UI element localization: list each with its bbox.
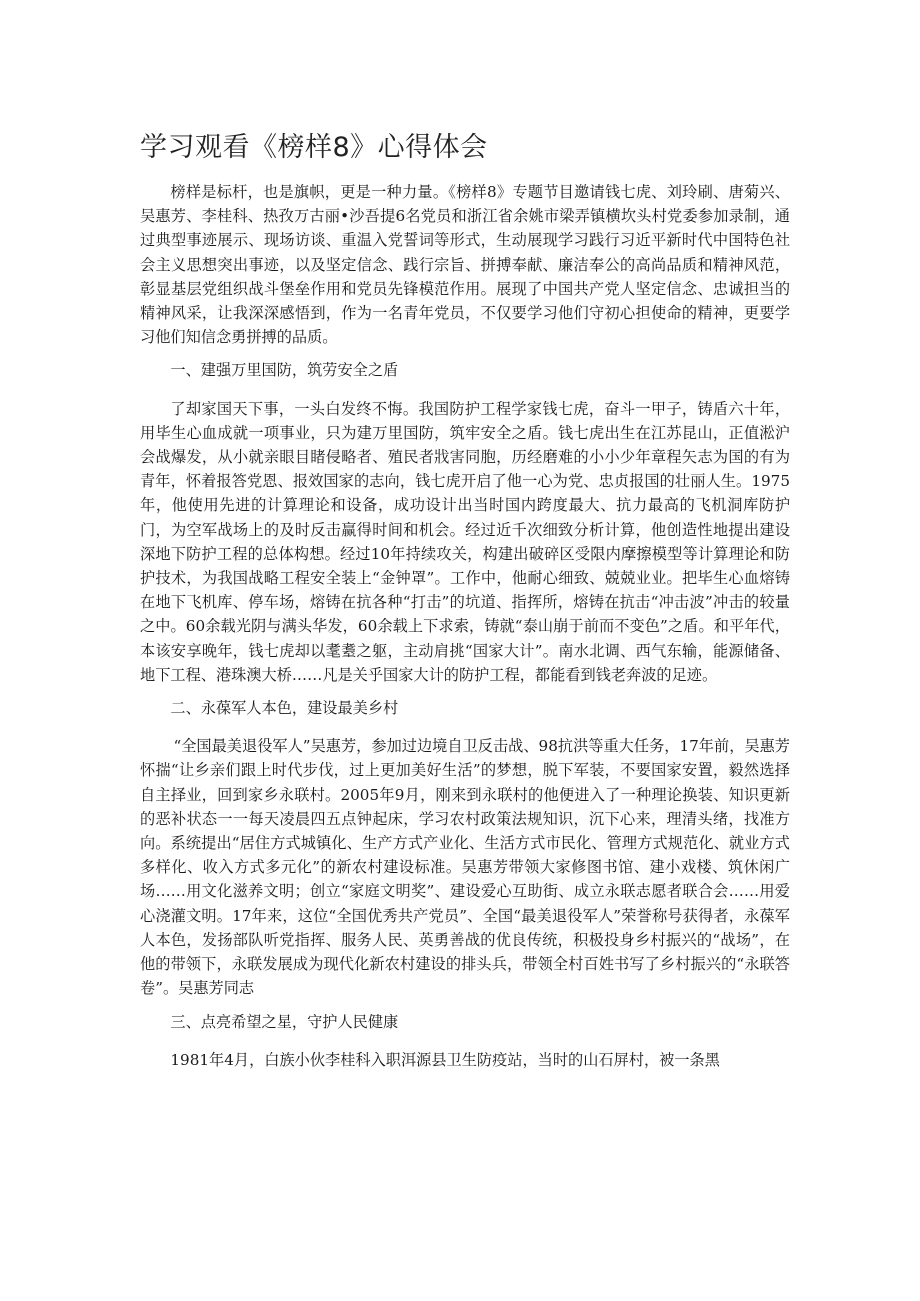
intro-paragraph: 榜样是标杆，也是旗帜，更是一种力量。《榜样8》专题节目邀请钱七虎、刘玲刷、唐菊兴、吴惠芳、李桂科、热孜万古丽•沙吾提6名党员和浙江省余姚市梁弄镇横坎头村党委参加录制，通过典型事迹展示、现场访谈、重温入党誓词等形式，生动展现学习践行习近平新时代中国特色社会主义思想突出事迹，以及坚定信念、践行宗旨、拼搏奉献、廉洁奉公的高尚品质和精神风范，彰显基层党组织战斗堡垒作用和党员先锋模范作用。展现了中国共产党人坚定信念、忠诚担当的精神风采，让我深深感悟到，作为一名青年党员，不仅要学习他们守初心担使命的精神，更要学习他们知信念勇拼搏的品质。 [140,183,790,347]
section-3-heading: 三、点亮希望之星，守护人民健康 [170,1012,399,1031]
section-1-heading: 一、建强万里国防，筑劳安全之盾 [170,361,399,380]
section-1-paragraph: 了却家国天下事，一头白发终不悔。我国防护工程学家钱七虎，奋斗一甲子，铸盾六十年，用毕生心血成就一项事业，只为建万里国防，筑牢安全之盾。钱七虎出生在江苏昆山，正值淞沪会战爆发，从小就亲眼目睹侵略者、殖民者戕害同胞，历经磨难的小小少年章程矢志为国的有为青年，怀着报答党恩、报效国家的志向，钱七虎开启了他一心为党、忠贞报国的壮丽人生。1975年，他使用先进的计算理论和设备，成功设计出当时国内跨度最大、抗力最高的飞机洞库防护门，为空军战场上的及时反击赢得时间和机会。经过近千次细致分析计算，他创造性地提出建设深地下防护工程的总体构想。经过10年持续攻关，构建出破碎区受限内摩擦模型等计算理论和防护技术，为我国战略工程安全装上“金钟罩”。工作中，他耐心细致、兢兢业业。把毕生心血熔铸在地下飞机库、停车场，熔铸在抗各种“打击”的坑道、指挥所，熔铸在抗击“冲击波”冲击的较量之中。60余载光阴与满头华发，60余载上下求索，铸就“泰山崩于前而不变色”之盾。和平年代，本该安享晚年，钱七虎却以耄耋之躯，主动肩挑“国家大计”。南水北调、西气东输，能源储备、地下工程、港珠澳大桥……凡是关乎国家大计的防护工程，都能看到钱老奔波的足迹。 [140,399,790,684]
section-2-paragraph: “全国最美退役军人”吴惠芳，参加过边境自卫反击战、98抗洪等重大任务，17年前，吴惠芳怀揣“让乡亲们跟上时代步伐，过上更加美好生活”的梦想，脱下军装，不要国家安置，毅然选择自主择业，回到家乡永联村。2005年9月，刚来到永联村的他便进入了一种理论换装、知识更新的恶补状态一一每天凌晨四五点钟起床，学习农村政策法规知识，沉下心来，理清头绪，找准方向。系统提出“居住方式城镇化、生产方式产业化、生活方式市民化、管理方式规范化、就业方式多样化、收入方式多元化”的新农村建设标准。吴惠芳带领大家修图书馆、建小戏楼、筑休闲广场……用文化滋养文明；创立“家庭文明奖”、建设爱心互助街、成立永联志愿者联合会……用爱心浇灌文明。17年来，这位“全国优秀共产党员”、全国“最美退役军人”荣誉称号获得者，永葆军人本色，发扬部队听党指挥、服务人民、英勇善战的优良传统，积极投身乡村振兴的“战场”，在他的带领下，永联发展成为现代化新农村建设的排头兵，带领全村百姓书写了乡村振兴的“永联答卷”。吴惠芳同志 [140,737,790,998]
section-2-heading: 二、永葆军人本色，建设最美乡村 [170,699,399,718]
document-page [140,128,790,1081]
section-3-paragraph: 1981年4月，白族小伙李桂科入职洱源县卫生防疫站，当时的山石屏村，被一条黑 [170,1050,720,1069]
document-title: 学习观看《榜样8》心得体会 [140,132,488,163]
